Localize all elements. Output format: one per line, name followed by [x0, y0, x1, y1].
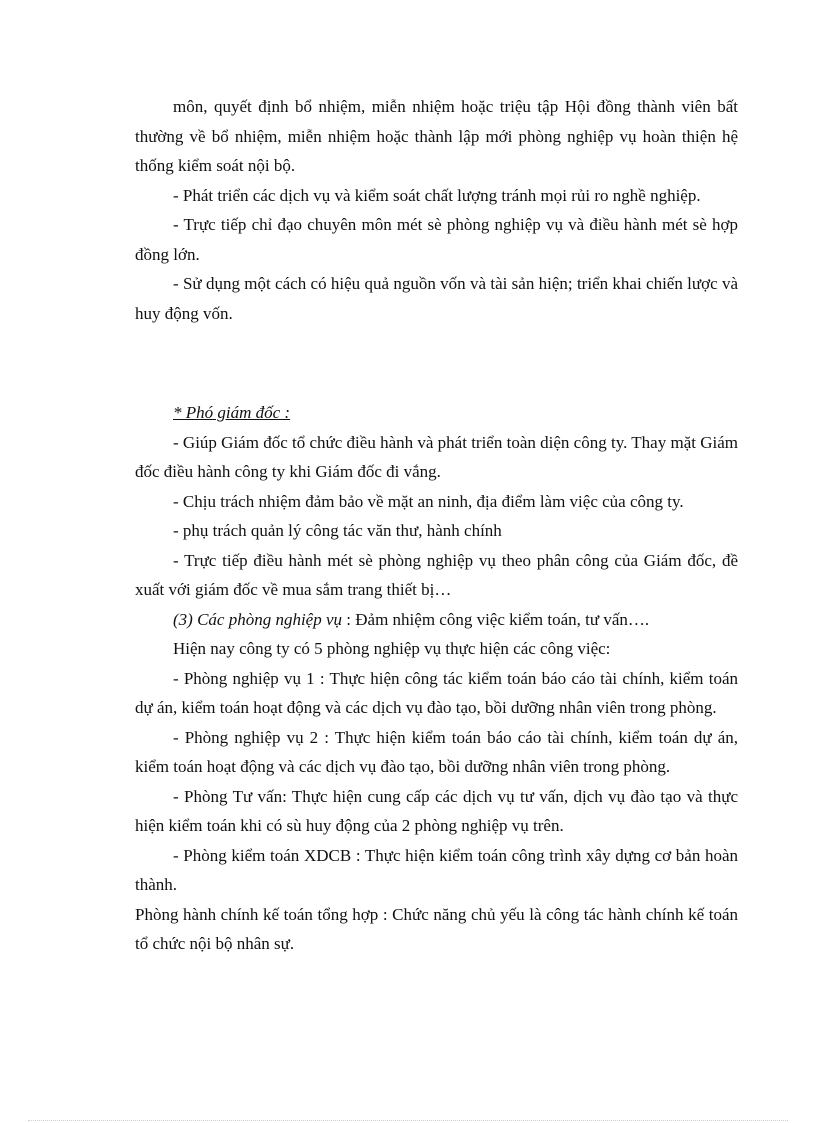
departments-label: (3) Các phòng nghiệp vụ [173, 609, 343, 629]
paragraph: - Phòng nghiệp vụ 1 : Thực hiện công tác kiểm toán báo cáo tài chính, kiểm toán dự án, kiểm toán hoạt động và các dịch vụ đào tạo, bồi dưỡng nhân viên trong phòng. [135, 668, 738, 717]
paragraph: môn, quyết định bổ nhiệm, miễn nhiệm hoặc triệu tập Hội đồng thành viên bất thường về bổ nhiệm, miễn nhiệm hoặc thành lập mới phòng nghiệp vụ hoàn thiện hệ thống kiểm soát nội bộ. [135, 97, 738, 175]
text-block-deputy-director [135, 398, 738, 959]
paragraph: - Trực tiếp điều hành mét sè phòng nghiệp vụ theo phân công của Giám đốc, đề xuất với giám đốc về mua sắm trang thiết bị… [135, 550, 738, 599]
paragraph-departments [135, 605, 738, 635]
paragraph: - Phòng Tư vấn: Thực hiện cung cấp các dịch vụ tư vấn, dịch vụ đào tạo và thực hiện kiểm toán khi có sù huy động của 2 phòng nghiệp vụ trên. [135, 786, 738, 835]
paragraph: - Sử dụng một cách có hiệu quả nguồn vốn và tài sản hiện; triển khai chiến lược và huy động vốn. [135, 274, 738, 323]
paragraph: - Giúp Giám đốc tổ chức điều hành và phát triển toàn diện công ty. Thay mặt Giám đốc điều hành công ty khi Giám đốc đi vắng. [135, 432, 738, 481]
paragraph: - phụ trách quản lý công tác văn thư, hành chính [173, 521, 502, 540]
paragraph: Phòng hành chính kế toán tổng hợp : Chức năng chủ yếu là công tác hành chính kế toán tổ chức nội bộ nhân sự. [135, 904, 738, 953]
paragraph: - Phát triển các dịch vụ và kiểm soát chất lượng tránh mọi rủi ro nghề nghiệp. [173, 185, 701, 205]
deputy-director-heading: * Phó giám đốc : [173, 403, 291, 422]
paragraph: - Chịu trách nhiệm đảm bảo về mặt an ninh, địa điểm làm việc của công ty. [173, 491, 684, 511]
paragraph: Hiện nay công ty có 5 phòng nghiệp vụ thực hiện các công việc: [173, 639, 611, 658]
paragraph: - Trực tiếp chỉ đạo chuyên môn mét sè phòng nghiệp vụ và điều hành mét sè hợp đồng lớn. [135, 215, 738, 264]
footer-dotted-rule [28, 1120, 788, 1121]
departments-description: : Đảm nhiệm công việc kiểm toán, tư vấn…. [342, 609, 650, 629]
section-heading [135, 398, 738, 428]
text-block-director-duties [135, 92, 738, 328]
paragraph: - Phòng kiểm toán XDCB : Thực hiện kiểm toán công trình xây dựng cơ bản hoàn thành. [135, 845, 738, 894]
paragraph: - Phòng nghiệp vụ 2 : Thực hiện kiểm toán báo cáo tài chính, kiểm toán dự án, kiểm toán hoạt động và các dịch vụ đào tạo, bồi dưỡng nhân viên trong phòng. [135, 727, 738, 776]
